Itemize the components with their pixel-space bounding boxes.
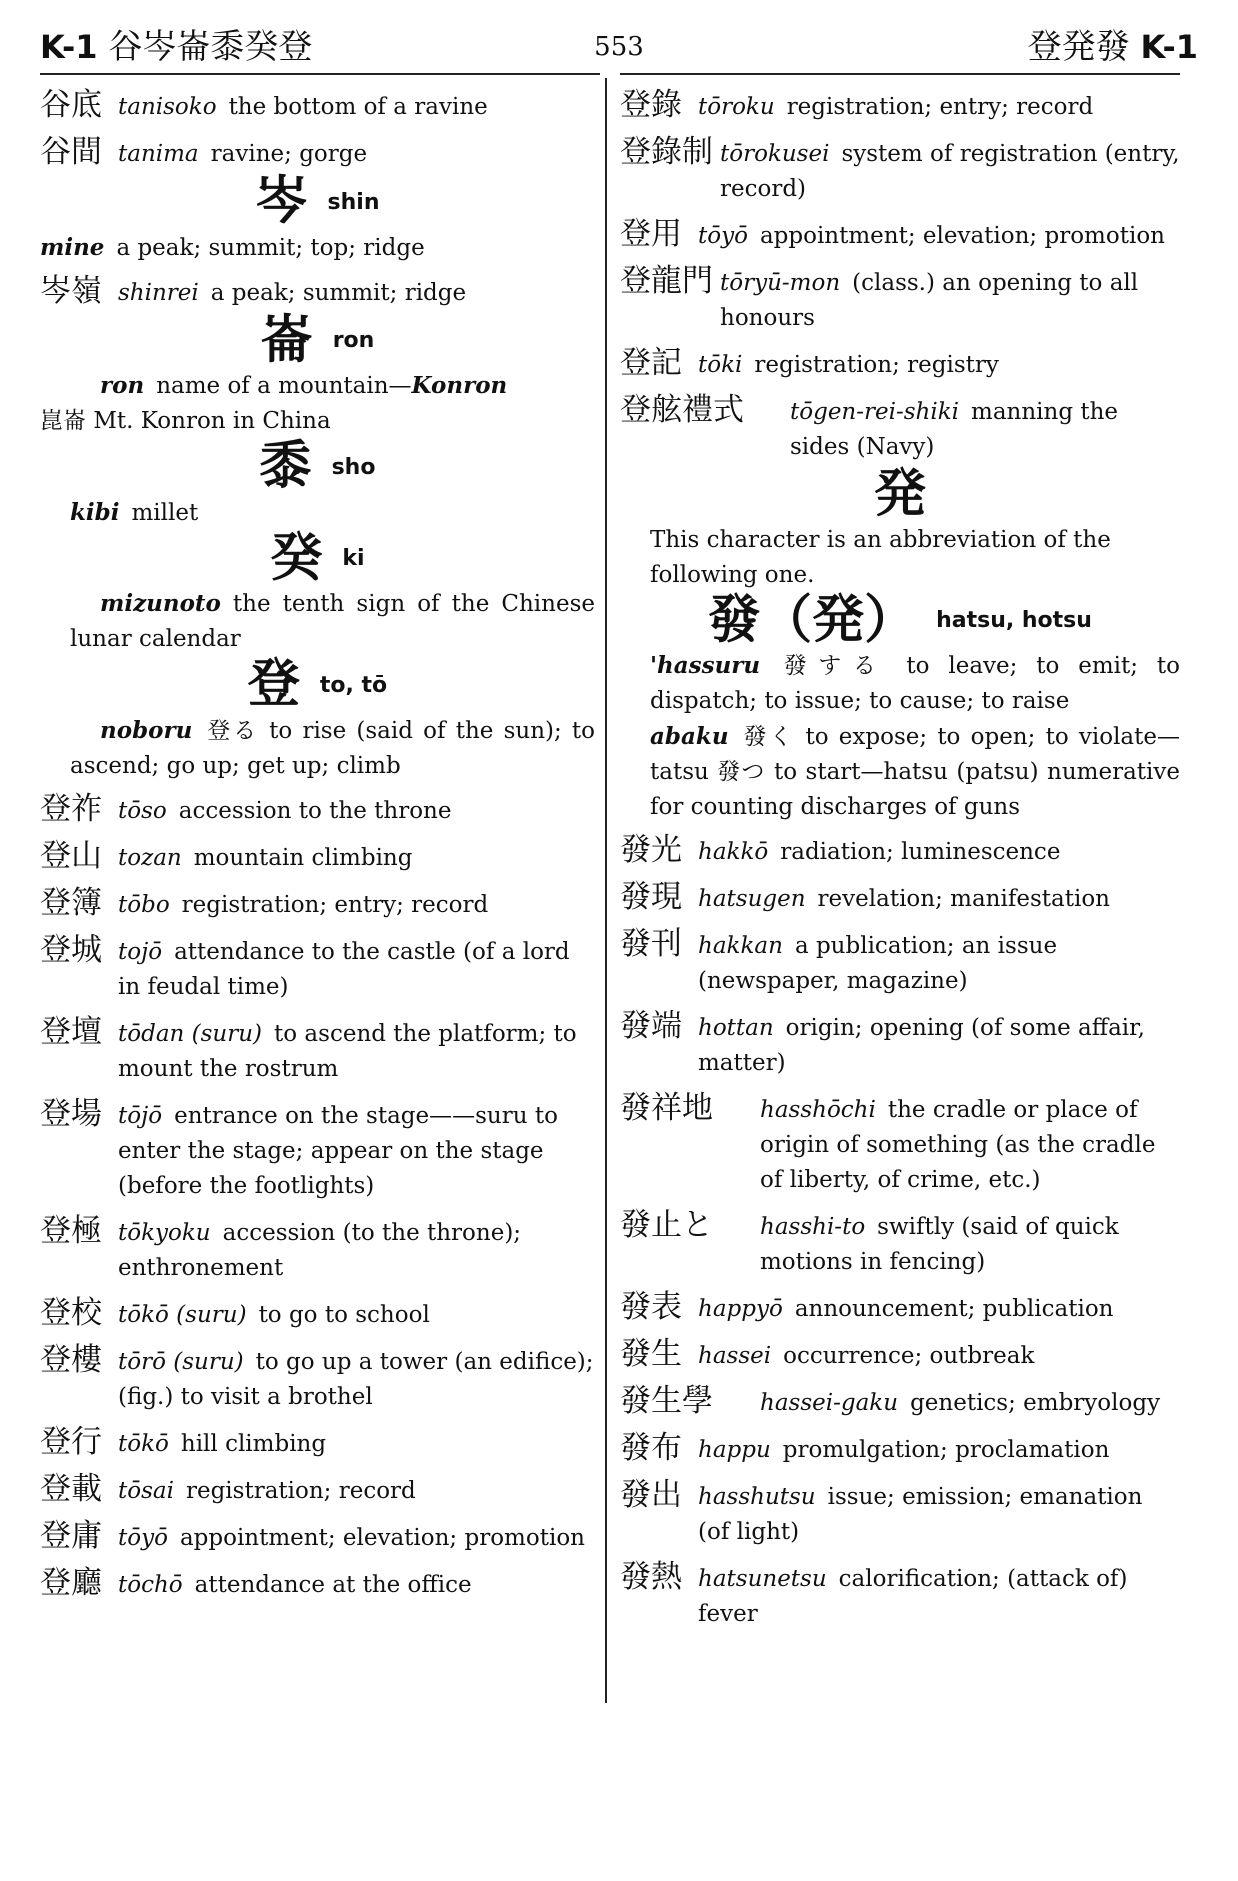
entry bbox=[40, 1341, 595, 1415]
entry bbox=[40, 1423, 595, 1462]
header-rule-left bbox=[40, 73, 600, 75]
entry-kanji: 登城 bbox=[40, 931, 102, 968]
paragraph-text: to expose; to open; to violate—tatsu 發つ to start—hatsu (patsu) numerative for counting discharges of guns bbox=[650, 724, 1181, 820]
entry-romaji: shinrei bbox=[118, 279, 199, 306]
entry-definition: manning the sides (Navy) bbox=[790, 399, 1119, 460]
headword-reading: hatsu, hotsu bbox=[936, 608, 1092, 633]
paragraph-text: Mt. Konron in China bbox=[93, 408, 331, 434]
entry-kanji: 谷間 bbox=[40, 134, 102, 170]
compound-reading: Konron bbox=[411, 372, 508, 399]
entry bbox=[40, 134, 595, 172]
headword-kanji: 黍 bbox=[259, 436, 312, 497]
reading-paragraph bbox=[40, 586, 595, 657]
entry bbox=[620, 1383, 1180, 1421]
entry bbox=[40, 884, 595, 923]
entry-definition: ravine; gorge bbox=[210, 141, 368, 167]
headword-reading: to, tō bbox=[319, 672, 388, 698]
entry-definition: a publication; an issue (newspaper, magazine) bbox=[698, 933, 1058, 994]
headword-reading: shin bbox=[327, 189, 380, 215]
entry-definition: registration; registry bbox=[754, 352, 999, 378]
entry-kanji: 登校 bbox=[40, 1294, 102, 1331]
entry bbox=[620, 1477, 1180, 1550]
reading-paragraph bbox=[620, 648, 1180, 719]
paragraph-text: millet bbox=[131, 499, 199, 526]
running-head-right bbox=[1028, 22, 1198, 72]
headword-reading: ki bbox=[342, 546, 365, 571]
entry-romaji: tōki bbox=[698, 352, 743, 378]
entry-definition: registration; record bbox=[185, 1477, 416, 1504]
entry-kanji: 發光 bbox=[620, 832, 682, 868]
reading-paragraph bbox=[620, 719, 1180, 825]
entry-romaji: happyō bbox=[698, 1296, 783, 1322]
entry bbox=[40, 931, 595, 1005]
section-code-right: K-1 bbox=[1140, 28, 1198, 66]
entry bbox=[40, 790, 595, 829]
entry-kanji: 谷底 bbox=[40, 87, 102, 123]
paragraph-text: to leave; to emit; to dispatch; to issue; to cause; to raise bbox=[650, 653, 1181, 714]
header-rule-right bbox=[620, 73, 1180, 75]
entry-romaji: tōroku bbox=[698, 94, 775, 120]
compound-kanji: 崑崙 bbox=[40, 408, 86, 434]
entry-kanji: 登載 bbox=[40, 1470, 102, 1507]
entry-romaji: hakkō bbox=[698, 839, 769, 865]
entry-definition: a peak; summit; ridge bbox=[210, 279, 467, 306]
reading-kanji: 發く bbox=[740, 724, 796, 750]
kun-reading: mizunoto bbox=[100, 590, 221, 617]
entry bbox=[620, 392, 1180, 465]
entry-definition: entrance on the stage——suru to enter the stage; appear on the stage (before the footlights) bbox=[118, 1102, 558, 1199]
entry-kanji: 發出 bbox=[620, 1477, 682, 1513]
page-number: 553 bbox=[594, 32, 644, 62]
entry-romaji: hatsugen bbox=[698, 886, 806, 912]
entry-definition: registration; entry; record bbox=[181, 891, 489, 918]
headword-kanji: 發（発） bbox=[708, 590, 917, 650]
entry bbox=[40, 837, 595, 876]
entry bbox=[620, 1559, 1180, 1632]
entry-kanji: 發生 bbox=[620, 1336, 682, 1372]
entry-definition: registration; entry; record bbox=[786, 94, 1094, 120]
entry-kanji: 登舷禮式 bbox=[620, 392, 744, 428]
headword-reading: ron bbox=[332, 328, 375, 353]
entry-romaji: tōgen-rei-shiki bbox=[790, 399, 960, 425]
left-column bbox=[40, 87, 596, 1615]
entry-romaji: hasshōchi bbox=[760, 1097, 876, 1123]
entry-definition: mountain climbing bbox=[193, 844, 413, 871]
entry bbox=[40, 1294, 595, 1333]
headword bbox=[620, 464, 1180, 525]
entry-romaji: hassei-gaku bbox=[760, 1390, 899, 1416]
entry bbox=[40, 1517, 595, 1556]
entry-definition: accession (to the throne); enthronement bbox=[118, 1219, 522, 1281]
entry bbox=[40, 1013, 595, 1087]
paragraph-text: the tenth sign of the Chinese lunar calendar bbox=[70, 591, 595, 652]
entry-kanji: 發熱 bbox=[620, 1559, 682, 1595]
entry bbox=[620, 879, 1180, 917]
kanji-range-left: 谷岑崙黍癸登 bbox=[108, 27, 313, 67]
entry-definition: promulgation; proclamation bbox=[782, 1437, 1110, 1463]
entry-romaji: tōrokusei bbox=[720, 141, 830, 167]
entry-kanji: 發端 bbox=[620, 1008, 682, 1044]
entry-definition: system of registration (entry, record) bbox=[720, 141, 1180, 202]
headword bbox=[40, 528, 595, 588]
entry-kanji: 登錄 bbox=[620, 87, 682, 123]
kun-reading: kibi bbox=[70, 498, 120, 526]
reading-kanji: 登る bbox=[204, 717, 259, 744]
entry-kanji: 登龍門 bbox=[620, 263, 713, 299]
reading-paragraph bbox=[40, 404, 595, 439]
entry-kanji: 發表 bbox=[620, 1289, 682, 1325]
entry-romaji: hasshutsu bbox=[698, 1484, 816, 1510]
entry bbox=[620, 832, 1180, 870]
headword bbox=[40, 310, 595, 370]
entry-kanji: 登祚 bbox=[40, 790, 102, 827]
entry-romaji: tōbo bbox=[118, 891, 170, 918]
column-divider bbox=[605, 78, 607, 1703]
kun-reading: 'hassuru bbox=[650, 652, 761, 679]
entry-kanji: 登行 bbox=[40, 1423, 102, 1460]
entry-definition: the bottom of a ravine bbox=[228, 94, 488, 120]
entry-definition: calorification; (attack of) fever bbox=[698, 1566, 1128, 1627]
entry bbox=[40, 1564, 595, 1603]
kanji-range-right: 登発發 bbox=[1027, 27, 1130, 67]
headword-kanji: 発 bbox=[873, 464, 926, 525]
entry-kanji: 發布 bbox=[620, 1430, 682, 1466]
entry bbox=[620, 87, 1180, 125]
entry bbox=[620, 1289, 1180, 1327]
headword bbox=[620, 590, 1180, 650]
headword bbox=[40, 654, 595, 715]
entry bbox=[620, 263, 1180, 336]
entry-definition: radiation; luminescence bbox=[780, 839, 1061, 865]
entry-kanji: 登場 bbox=[40, 1095, 102, 1132]
entry-kanji: 登山 bbox=[40, 837, 102, 874]
entry bbox=[620, 926, 1180, 999]
entry-romaji: hatsunetsu bbox=[698, 1566, 827, 1592]
entry-romaji: tōdan (suru) bbox=[118, 1020, 263, 1047]
entry-romaji: tōso bbox=[118, 797, 167, 824]
entry-definition: accession to the throne bbox=[178, 797, 452, 824]
entry bbox=[620, 1336, 1180, 1374]
entry-kanji: 登用 bbox=[620, 216, 682, 252]
entry-definition: (class.) an opening to all honours bbox=[720, 270, 1139, 331]
entry-definition: hill climbing bbox=[180, 1430, 327, 1457]
entry-romaji: tōyō bbox=[118, 1524, 168, 1551]
reading-paragraph bbox=[40, 368, 595, 404]
abbreviation-note: This character is an abbreviation of the following one. bbox=[650, 526, 1111, 588]
entry-definition: to go up a tower (an edifice); (fig.) to visit a brothel bbox=[118, 1348, 594, 1410]
headword-kanji: 癸 bbox=[270, 528, 323, 588]
entry bbox=[620, 1430, 1180, 1468]
entry-romaji: tōyō bbox=[698, 223, 748, 249]
entry-kanji: 登簿 bbox=[40, 884, 102, 921]
entry bbox=[620, 1090, 1180, 1198]
entry-kanji: 登庸 bbox=[40, 1517, 102, 1554]
entry-definition: swiftly (said of quick motions in fencing) bbox=[760, 1214, 1119, 1275]
entry-kanji: 登極 bbox=[40, 1212, 102, 1249]
entry-kanji: 登樓 bbox=[40, 1341, 102, 1378]
entry bbox=[40, 1470, 595, 1509]
entry-romaji: tōsai bbox=[118, 1477, 174, 1504]
entry-definition: announcement; publication bbox=[794, 1296, 1114, 1322]
entry-definition: attendance at the office bbox=[194, 1571, 472, 1598]
entry-kanji: 發生學 bbox=[620, 1383, 713, 1419]
entry-kanji: 發祥地 bbox=[620, 1090, 713, 1126]
entry-romaji: tōkō (suru) bbox=[118, 1301, 247, 1328]
entry bbox=[620, 345, 1180, 383]
right-column bbox=[620, 87, 1181, 1644]
entry-kanji: 發刊 bbox=[620, 926, 682, 962]
entry-definition: appointment; elevation; promotion bbox=[179, 1524, 585, 1551]
headword bbox=[40, 436, 595, 497]
headword-kanji: 崙 bbox=[260, 310, 313, 370]
headword-reading: sho bbox=[331, 454, 376, 480]
entry-romaji: hottan bbox=[698, 1015, 774, 1041]
entry-romaji: tanima bbox=[118, 141, 199, 167]
entry-definition: to ascend the platform; to mount the rostrum bbox=[118, 1020, 577, 1082]
entry-romaji: hassei bbox=[698, 1343, 772, 1369]
entry-romaji: tōkyoku bbox=[118, 1219, 211, 1246]
entry-definition: attendance to the castle (of a lord in feudal time) bbox=[118, 938, 570, 1000]
paragraph-text: name of a mountain— bbox=[156, 373, 412, 399]
entry bbox=[40, 87, 595, 125]
entry-romaji: tozan bbox=[118, 844, 182, 871]
entry-definition: issue; emission; emanation (of light) bbox=[698, 1484, 1143, 1545]
entry-romaji: happu bbox=[698, 1437, 771, 1463]
entry bbox=[620, 1207, 1180, 1280]
entry-kanji: 登廳 bbox=[40, 1564, 102, 1601]
paragraph-text: to rise (said of the sun); to ascend; go up; get up; climb bbox=[70, 717, 596, 779]
entry-romaji: tanisoko bbox=[118, 94, 217, 120]
entry-romaji: hakkan bbox=[698, 933, 783, 959]
entry-romaji: tōrō (suru) bbox=[118, 1348, 244, 1375]
entry-kanji: 登錄制 bbox=[620, 134, 713, 170]
entry-romaji: tōryū-mon bbox=[720, 270, 841, 296]
entry-definition: occurrence; outbreak bbox=[783, 1343, 1035, 1369]
entry bbox=[620, 134, 1180, 207]
kun-reading: abaku bbox=[650, 723, 729, 750]
entry bbox=[620, 1008, 1180, 1081]
headword-kanji: 登 bbox=[247, 654, 300, 715]
entry-definition: the cradle or place of origin of something (as the cradle of liberty, of crime, etc.) bbox=[760, 1097, 1156, 1193]
entry-definition: to go to school bbox=[258, 1301, 430, 1328]
reading-paragraph bbox=[40, 713, 595, 784]
entry-kanji: 發止と bbox=[620, 1207, 713, 1243]
kun-reading: noboru bbox=[100, 716, 193, 744]
kun-reading: mine bbox=[40, 233, 105, 261]
headword bbox=[40, 171, 595, 232]
headword-kanji: 岑 bbox=[255, 171, 308, 232]
paragraph-text: a peak; summit; top; ridge bbox=[116, 234, 425, 261]
entry-romaji: tōkō bbox=[118, 1430, 169, 1457]
entry-kanji: 登記 bbox=[620, 345, 682, 381]
entry-romaji: hasshi-to bbox=[760, 1214, 866, 1240]
reading-kanji: 發する bbox=[772, 653, 888, 679]
entry bbox=[40, 1212, 595, 1286]
kun-reading: ron bbox=[100, 372, 145, 399]
section-code-left: K-1 bbox=[40, 28, 98, 66]
entry-romaji: tōchō bbox=[118, 1571, 183, 1598]
entry-definition: genetics; embryology bbox=[910, 1390, 1161, 1416]
entry-romaji: tojō bbox=[118, 938, 163, 965]
entry-definition: revelation; manifestation bbox=[817, 886, 1110, 912]
entry-definition: appointment; elevation; promotion bbox=[759, 223, 1165, 249]
entry-definition: origin; opening (of some affair, matter) bbox=[698, 1015, 1145, 1076]
entry bbox=[620, 216, 1180, 254]
entry-kanji: 岑嶺 bbox=[40, 272, 102, 309]
entry-romaji: tōjō bbox=[118, 1102, 163, 1129]
reading-paragraph bbox=[40, 495, 595, 531]
entry bbox=[40, 272, 595, 311]
reading-paragraph bbox=[40, 230, 595, 266]
entry-kanji: 登壇 bbox=[40, 1013, 102, 1050]
entry bbox=[40, 1095, 595, 1204]
entry-kanji: 發現 bbox=[620, 879, 682, 915]
